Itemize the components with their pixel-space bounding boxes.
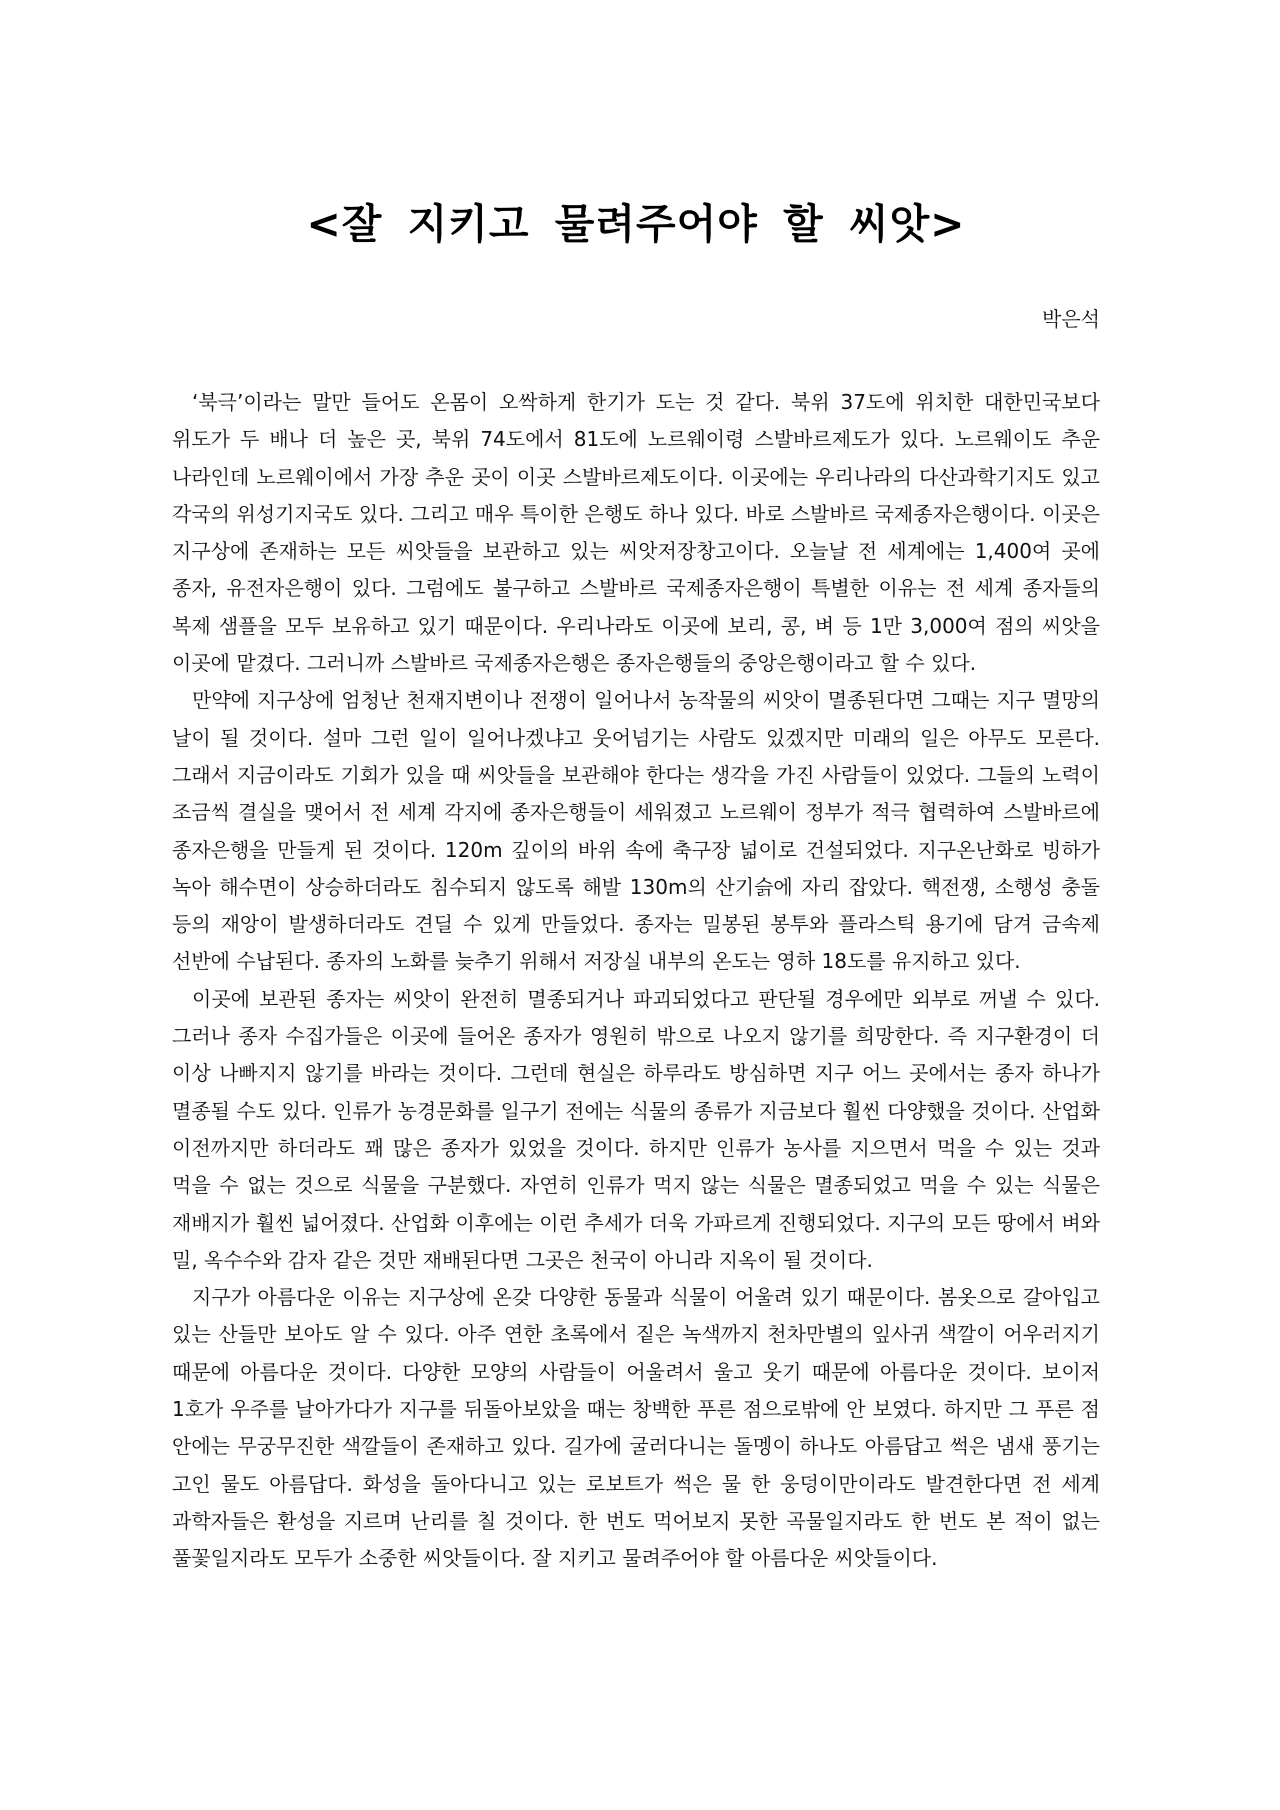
document-author: 박은석 bbox=[1042, 307, 1100, 331]
document-title: <잘 지키고 물려주어야 할 씨앗> bbox=[306, 200, 966, 248]
body-paragraph: ‘북극’이라는 말만 들어도 온몸이 오싹하게 한기가 도는 것 같다. 북위 37도에 위치한 대한민국보다 위도가 두 배나 더 높은 곳, 북위 74도에서 81도에 노르웨이령 스발바르제도가 있다. 노르웨이도 추운 나라인데 노르웨이에서 가장 추운 곳이 이곳 스발바르제도이다. 이곳에는 우리나라의 다산과학기지도 있고 각국의 위성기지국도 있다. 그리고 매우 특이한 은행도 하나 있다. 바로 스발바르 국제종자은행이다. 이곳은 지구상에 존재하는 모든 씨앗들을 보관하고 있는 씨앗저장창고이다. 오늘날 전 세계에는 1,400여 곳에 종자, 유전자은행이 있다. 그럼에도 불구하고 스발바르 국제종자은행이 특별한 이유는 전 세계 종자들의 복제 샘플을 모두 보유하고 있기 때문이다. 우리나라도 이곳에 보리, 콩, 벼 등 1만 3,000여 점의 씨앗을 이곳에 맡겼다. 그러니까 스발바르 국제종자은행은 종자은행들의 중앙은행이라고 할 수 있다. bbox=[172, 390, 1100, 676]
document-page bbox=[172, 0, 1100, 1578]
body-paragraph: 지구가 아름다운 이유는 지구상에 온갖 다양한 동물과 식물이 어울려 있기 때문이다. 봄옷으로 갈아입고 있는 산들만 보아도 알 수 있다. 아주 연한 초록에서 짙은 녹색까지 천차만별의 잎사귀 색깔이 어우러지기 때문에 아름다운 것이다. 다양한 모양의 사람들이 어울려서 울고 웃기 때문에 아름다운 것이다. 보이저 1호가 우주를 날아가다가 지구를 뒤돌아보았을 때는 창백한 푸른 점으로밖에 안 보였다. 하지만 그 푸른 점 안에는 무궁무진한 색깔들이 존재하고 있다. 길가에 굴러다니는 돌멩이 하나도 아름답고 썩은 냄새 풍기는 고인 물도 아름답다. 화성을 돌아다니고 있는 로보트가 썩은 물 한 웅덩이만이라도 발견한다면 전 세계 과학자들은 환성을 지르며 난리를 칠 것이다. 한 번도 먹어보지 못한 곡물일지라도 한 번도 본 적이 없는 풀꽃일지라도 모두가 소중한 씨앗들이다. 잘 지키고 물려주어야 할 아름다운 씨앗들이다. bbox=[172, 1285, 1100, 1571]
body-paragraph: 만약에 지구상에 엄청난 천재지변이나 전쟁이 일어나서 농작물의 씨앗이 멸종된다면 그때는 지구 멸망의 날이 될 것이다. 설마 그런 일이 일어나겠냐고 웃어넘기는 사람도 있겠지만 미래의 일은 아무도 모른다. 그래서 지금이라도 기회가 있을 때 씨앗들을 보관해야 한다는 생각을 가진 사람들이 있었다. 그들의 노력이 조금씩 결실을 맺어서 전 세계 각지에 종자은행들이 세워졌고 노르웨이 정부가 적극 협력하여 스발바르에 종자은행을 만들게 된 것이다. 120m 깊이의 바위 속에 축구장 넓이로 건설되었다. 지구온난화로 빙하가 녹아 해수면이 상승하더라도 침수되지 않도록 해발 130m의 산기슭에 자리 잡았다. 핵전쟁, 소행성 충돌 등의 재앙이 발생하더라도 견딜 수 있게 만들었다. 종자는 밀봉된 봉투와 플라스틱 용기에 담겨 금속제 선반에 수납된다. 종자의 노화를 늦추기 위해서 저장실 내부의 온도는 영하 18도를 유지하고 있다. bbox=[172, 688, 1100, 974]
document-body bbox=[172, 384, 1100, 1578]
body-paragraph: 이곳에 보관된 종자는 씨앗이 완전히 멸종되거나 파괴되었다고 판단될 경우에만 외부로 꺼낼 수 있다. 그러나 종자 수집가들은 이곳에 들어온 종자가 영원히 밖으로 나오지 않기를 희망한다. 즉 지구환경이 더 이상 나빠지지 않기를 바라는 것이다. 그런데 현실은 하루라도 방심하면 지구 어느 곳에서는 종자 하나가 멸종될 수도 있다. 인류가 농경문화를 일구기 전에는 식물의 종류가 지금보다 훨씬 다양했을 것이다. 산업화 이전까지만 하더라도 꽤 많은 종자가 있었을 것이다. 하지만 인류가 농사를 지으면서 먹을 수 있는 것과 먹을 수 없는 것으로 식물을 구분했다. 자연히 인류가 먹지 않는 식물은 멸종되었고 먹을 수 있는 식물은 재배지가 훨씬 넓어졌다. 산업화 이후에는 이런 추세가 더욱 가파르게 진행되었다. 지구의 모든 땅에서 벼와 밀, 옥수수와 감자 같은 것만 재배된다면 그곳은 천국이 아니라 지옥이 될 것이다. bbox=[172, 986, 1100, 1272]
